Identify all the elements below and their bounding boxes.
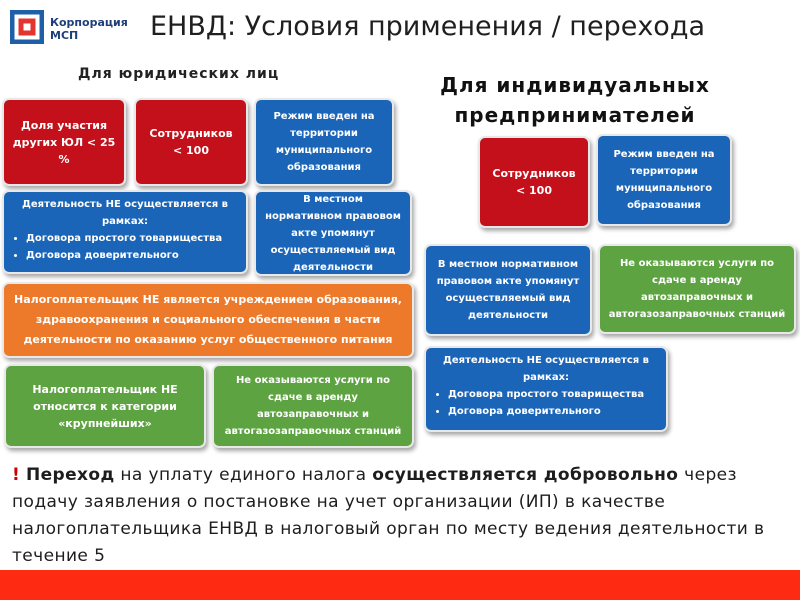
legal-largest-box: Налогоплательщик НЕ относится к категории «крупнейших» xyxy=(4,364,206,448)
list-item: • Договора доверительного xyxy=(26,247,238,264)
note-bold-2: осуществляется добровольно xyxy=(372,465,679,485)
logo-text xyxy=(50,16,128,42)
legal-activity-box xyxy=(2,190,248,274)
logo-line-2: МСП xyxy=(50,29,79,42)
ip-activity-box xyxy=(424,346,668,432)
individual-entrepreneurs-header: Для индивидуальных предпринимателей xyxy=(440,73,710,127)
bottom-bar xyxy=(0,570,800,600)
legal-employees-box: Сотрудников < 100 xyxy=(134,98,248,186)
ip-normative-box: В местном нормативном правовом акте упомянут осуществляемый вид деятельности xyxy=(424,244,592,336)
legal-institution-box: Налогоплательщик НЕ является учреждением образования, здравоохранения и социального обеспечения в части деятельности по оказанию услуг общественного питания xyxy=(2,282,414,358)
legal-normative-box: В местном нормативном правовом акте упомянут осуществляемый вид деятельности xyxy=(254,190,412,276)
legal-activity-head: Деятельность НЕ осуществляется в рамках: xyxy=(21,199,228,227)
corporation-logo-icon xyxy=(10,10,44,44)
warning-exclamation-icon: ! xyxy=(12,465,21,485)
page-title: ЕНВД: Условия применения / перехода xyxy=(150,11,706,42)
legal-regime-box: Режим введен на территории муниципального образования xyxy=(254,98,394,186)
ip-fuel-box: Не оказываются услуги по сдаче в аренду автозаправочных и автогазозаправочных станций xyxy=(598,244,796,334)
note-bold-1: Переход xyxy=(25,465,115,485)
note-text-1: на уплату единого налога xyxy=(114,465,373,485)
ip-activity-list xyxy=(434,386,658,420)
legal-activity-list xyxy=(12,230,238,264)
ip-employees-box: Сотрудников < 100 xyxy=(478,136,590,228)
legal-fuel-box: Не оказываются услуги по сдаче в аренду автозаправочных и автогазозаправочных станций xyxy=(212,364,414,448)
list-item: • Договора простого товарищества xyxy=(448,386,658,403)
ip-regime-box: Режим введен на территории муниципального образования xyxy=(596,134,732,226)
list-item: • Договора доверительного xyxy=(448,403,658,420)
transition-note xyxy=(12,462,792,570)
legal-entities-header: Для юридических лиц xyxy=(78,66,280,82)
legal-share-box: Доля участия других ЮЛ < 25 % xyxy=(2,98,126,186)
note-text-2: через подачу заявления о постановке на учет организации (ИП) в качестве налогоплательщика ЕНВД в налоговый орган по месту ведения деятельности в течение 5 xyxy=(12,465,765,566)
ip-activity-head: Деятельность НЕ осуществляется в рамках: xyxy=(442,355,649,383)
list-item: • Договора простого товарищества xyxy=(26,230,238,247)
logo-line-1: Корпорация xyxy=(50,16,128,29)
